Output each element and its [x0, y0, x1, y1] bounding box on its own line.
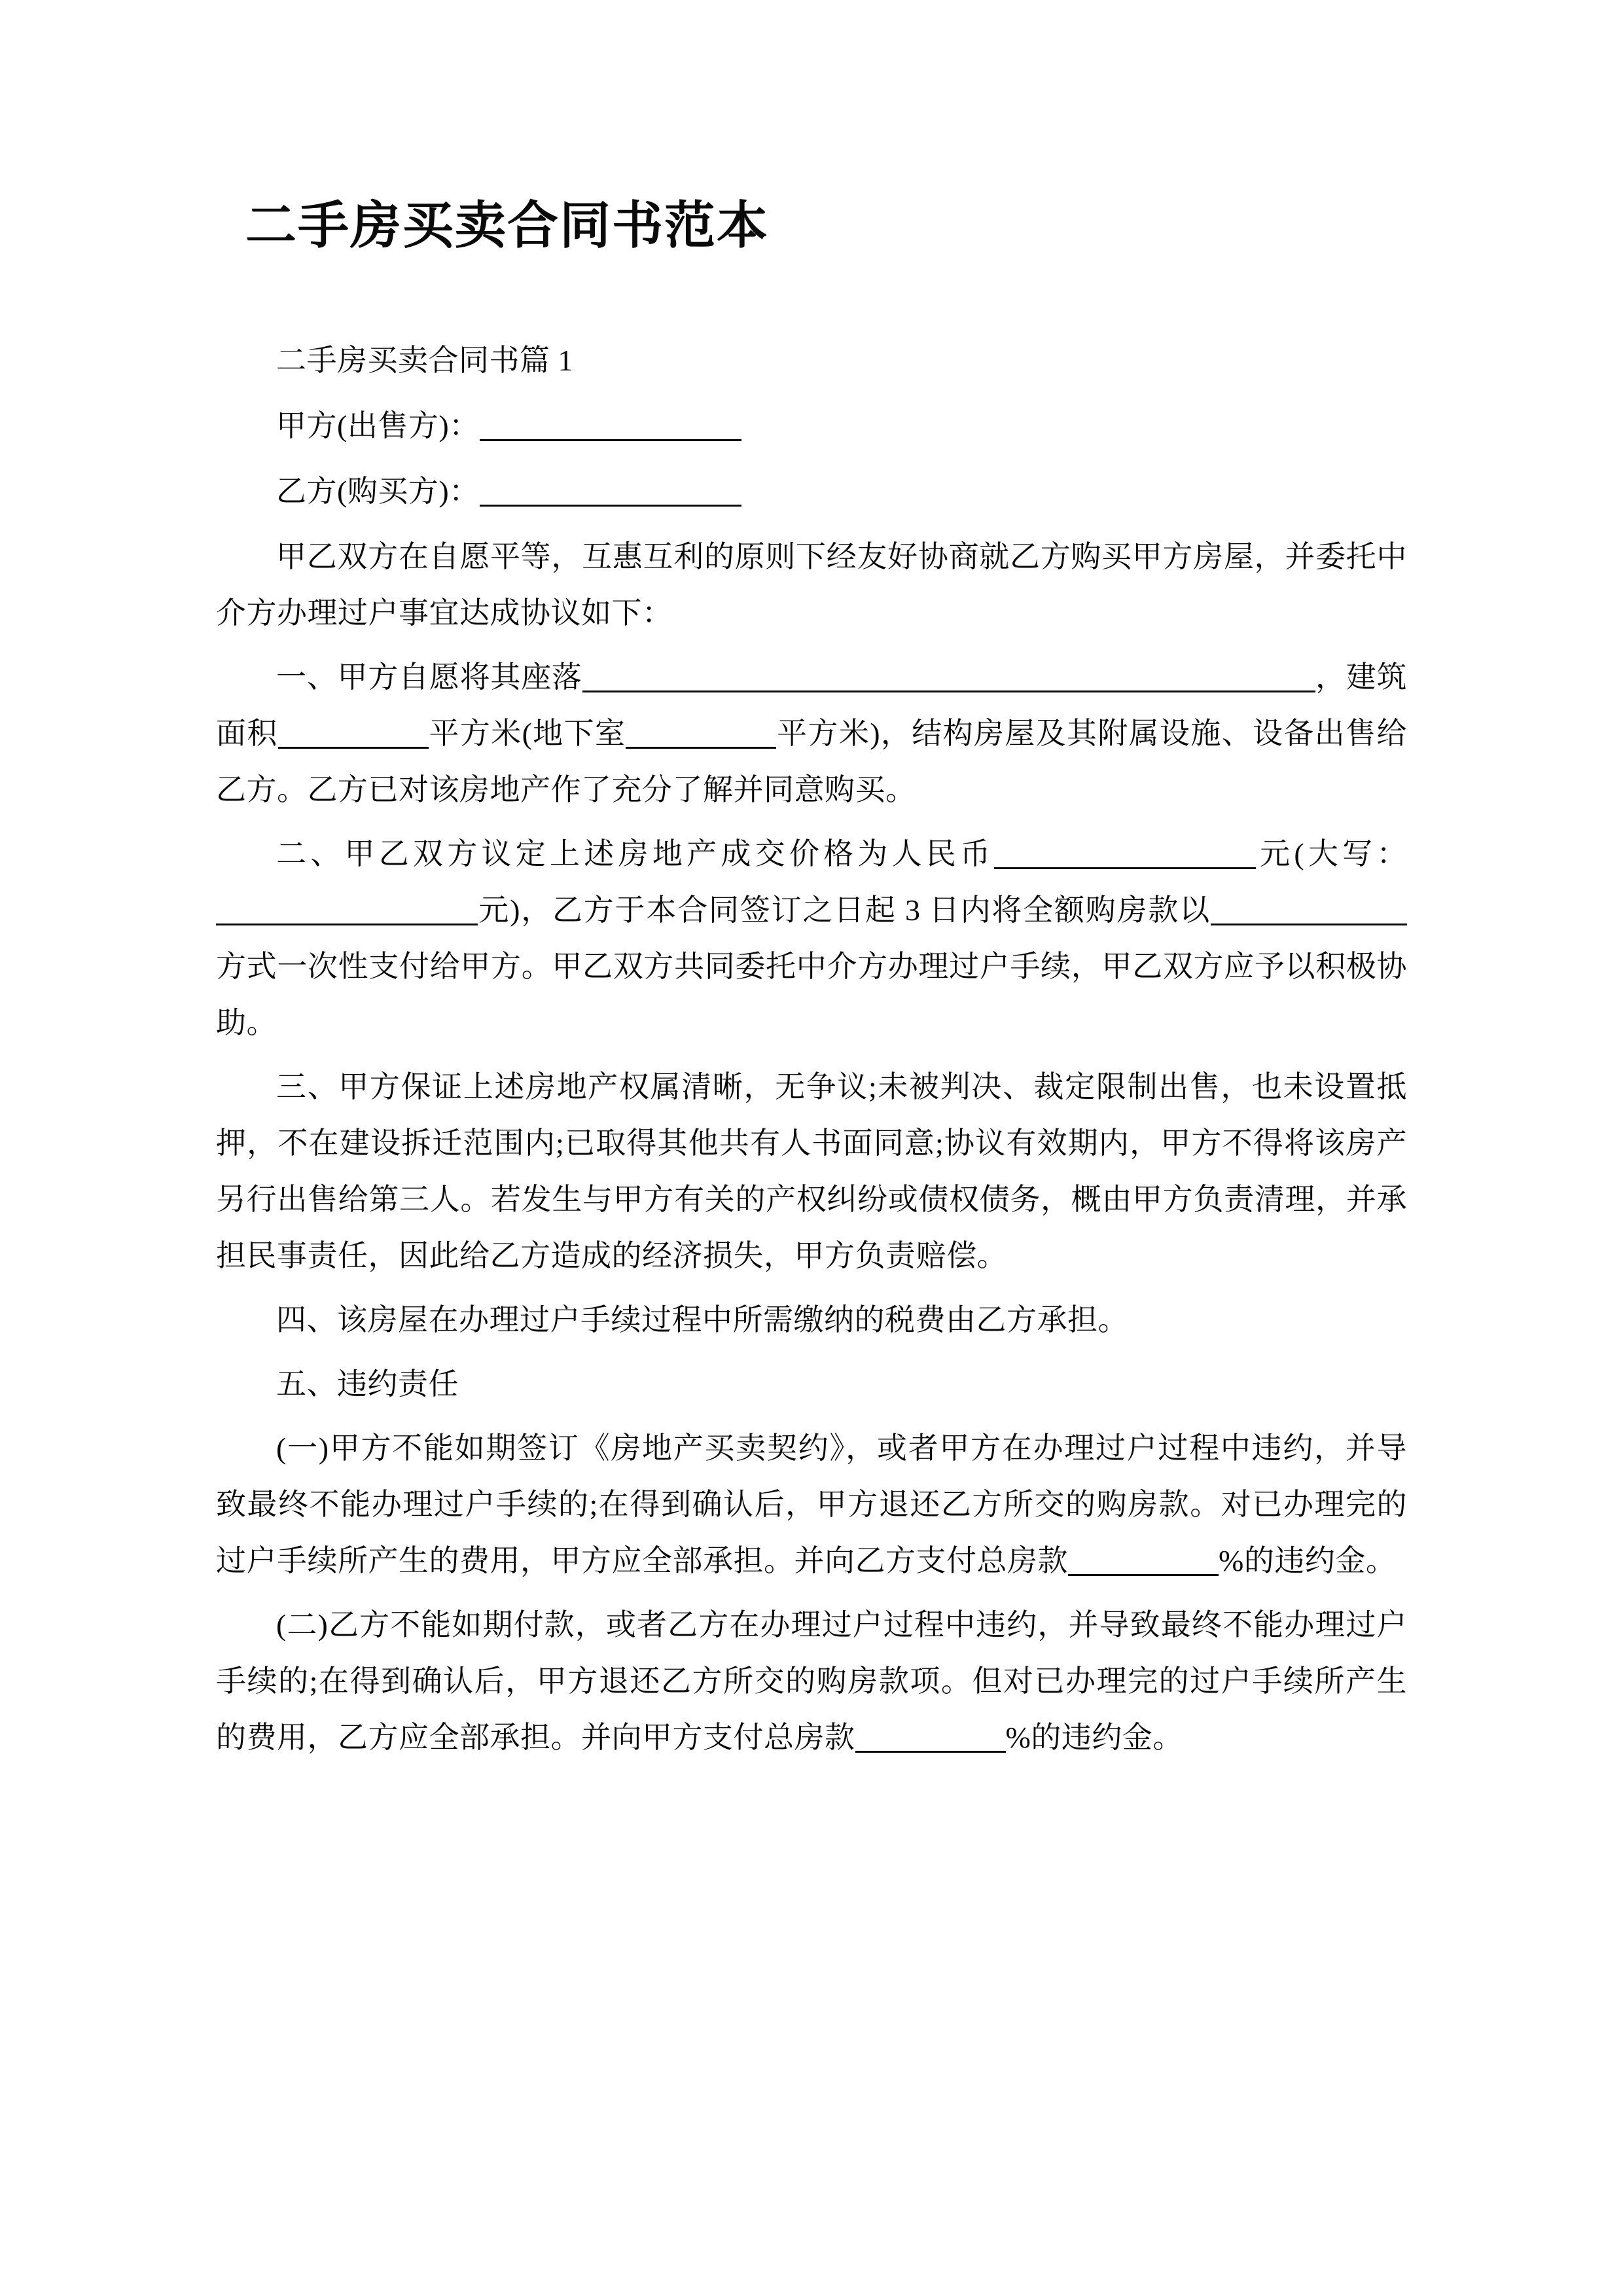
clause-text: 五、违约责任 — [276, 1367, 459, 1401]
clause-text: %的违约金。 — [1005, 1720, 1183, 1754]
fill-in-blank[interactable] — [216, 895, 478, 925]
fill-in-blank[interactable] — [994, 838, 1256, 869]
document-subheading: 二手房买卖合同书篇 1 — [276, 343, 573, 377]
fill-in-blank[interactable] — [626, 718, 776, 749]
clause-2 — [216, 826, 1407, 1051]
clause-1 — [216, 649, 1407, 818]
clause-text: (一)甲方不能如期签订《房地产买卖契约》，或者甲方在办理过户过程中违约，并导致最终不能办理过户手续的;在得到确认后，甲方退还乙方所交的购房款。对已办理完的过户手续所产生的费用，甲方应全部承担。并向乙方支付总房款 — [216, 1431, 1407, 1577]
clause-text: 二、甲乙双方议定上述房地产成交价格为人民币 — [276, 836, 995, 870]
fill-in-blank[interactable] — [278, 718, 429, 749]
document-body — [216, 332, 1407, 1766]
clause-5-item-1 — [216, 1420, 1407, 1589]
clause-text: 平方米)，结构房屋及其附属设施、设备出售给乙方。乙方已对该房地产作了充分了解并同意购买。 — [216, 716, 1407, 806]
party-seller-label: 甲方(出售方)： — [276, 408, 480, 442]
fill-in-blank[interactable] — [582, 662, 1315, 692]
party-seller-line — [216, 398, 1407, 454]
clause-text: 元)，乙方于本合同签订之日起 3 日内将全额购房款以 — [478, 893, 1211, 927]
fill-in-blank[interactable] — [855, 1722, 1006, 1753]
party-seller-blank[interactable] — [480, 410, 741, 441]
preamble-paragraph: 甲乙双方在自愿平等，互惠互利的原则下经友好协商就乙方购买甲方房屋，并委托中介方办理过户事宜达成协议如下： — [216, 539, 1407, 630]
clause-5-item-2 — [216, 1597, 1407, 1766]
clause-text: ，建筑面积 — [216, 660, 1408, 750]
clause-text: 方式一次性支付给甲方。甲乙双方共同委托中介方办理过户手续，甲乙双方应予以积极协助。 — [216, 949, 1407, 1039]
clause-3 — [216, 1059, 1407, 1284]
page-title: 二手房买卖合同书范本 — [245, 197, 770, 254]
clause-text: 元(大写： — [1256, 836, 1407, 870]
clause-text: 一、甲方自愿将其座落 — [276, 660, 582, 694]
clause-text: 平方米(地下室 — [428, 716, 626, 750]
clause-text: (二)乙方不能如期付款，或者乙方在办理过户过程中违约，并导致最终不能办理过户手续的;在得到确认后，甲方退还乙方所交的购房款项。但对已办理完的过户手续所产生的费用，乙方应全部承担。并向甲方支付总房款 — [216, 1607, 1407, 1754]
clause-text: 三、甲方保证上述房地产权属清晰，无争议;未被判决、裁定限制出售，也未设置抵押，不在建设拆迁范围内;已取得其他共有人书面同意;协议有效期内，甲方不得将该房产另行出售给第三人。若发生与甲方有关的产权纠纷或债权债务，概由甲方负责清理，并承担民事责任，因此给乙方造成的经济损失，甲方负责赔偿。 — [216, 1069, 1407, 1272]
party-buyer-label: 乙方(购买方)： — [276, 474, 480, 508]
clause-4 — [216, 1292, 1407, 1348]
fill-in-blank[interactable] — [1211, 895, 1407, 925]
party-buyer-line — [216, 463, 1407, 520]
clause-text: 四、该房屋在办理过户手续过程中所需缴纳的税费由乙方承担。 — [276, 1302, 1128, 1336]
clause-text: %的违约金。 — [1219, 1543, 1397, 1577]
party-buyer-blank[interactable] — [480, 476, 741, 507]
clause-5-heading — [216, 1356, 1407, 1412]
fill-in-blank[interactable] — [1068, 1545, 1219, 1576]
